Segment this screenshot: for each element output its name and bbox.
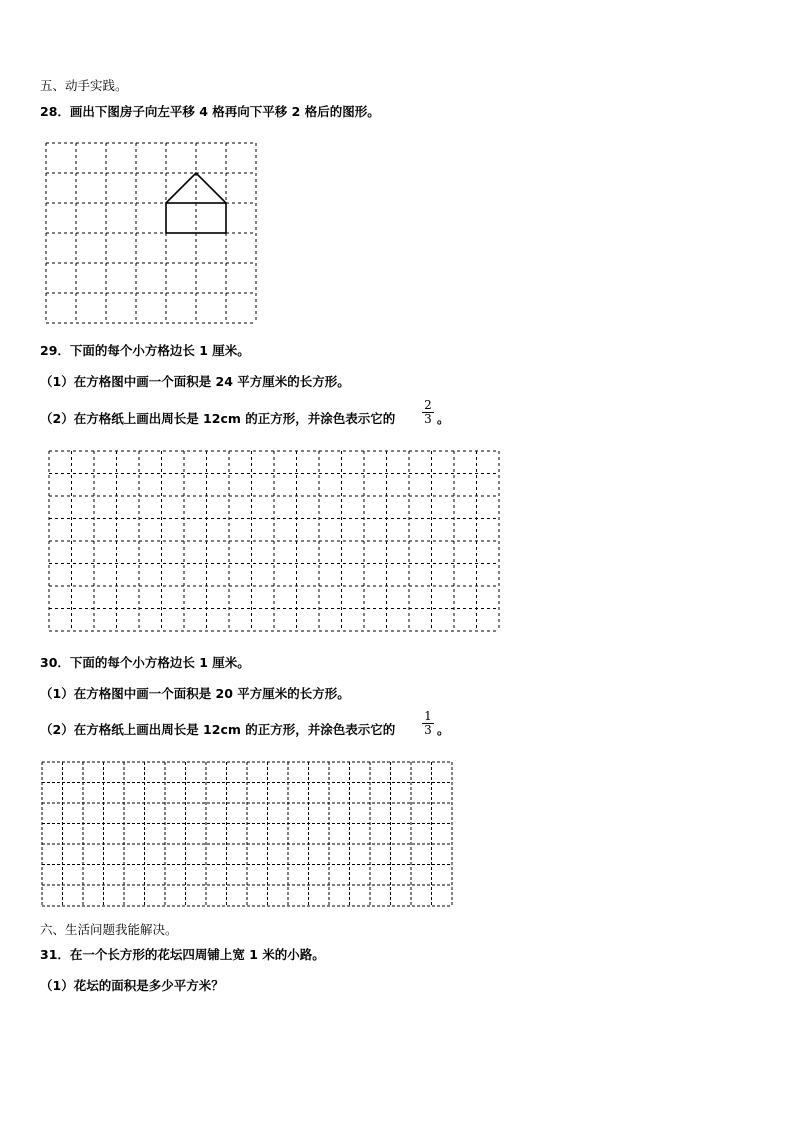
grid-q28 xyxy=(40,138,262,328)
question-30-part1: （1）在方格图中画一个面积是 20 平方厘米的长方形。 xyxy=(40,686,350,701)
grid-q29 xyxy=(46,448,504,636)
fraction-numerator: 1 xyxy=(424,709,432,723)
question-29-title: 29．下面的每个小方格边长 1 厘米。 xyxy=(40,343,250,358)
question-30-part2: （2）在方格纸上画出周长是 12cm 的正方形，并涂色表示它的 xyxy=(40,722,396,737)
question-29-period: 。 xyxy=(437,411,450,426)
grid-q30 xyxy=(38,758,456,910)
question-31-title: 31．在一个长方形的花坛四周铺上宽 1 米的小路。 xyxy=(40,947,325,962)
fraction-two-thirds xyxy=(421,399,435,426)
question-29-part2: （2）在方格纸上画出周长是 12cm 的正方形，并涂色表示它的 xyxy=(40,411,396,426)
question-30-title: 30．下面的每个小方格边长 1 厘米。 xyxy=(40,655,250,670)
fraction-denominator: 3 xyxy=(424,723,432,737)
question-29-part1: （1）在方格图中画一个面积是 24 平方厘米的长方形。 xyxy=(40,374,350,389)
fraction-denominator: 3 xyxy=(424,412,432,426)
question-28-text: 28．画出下图房子向左平移 4 格再向下平移 2 格后的图形。 xyxy=(40,104,380,119)
question-30-period: 。 xyxy=(437,722,450,737)
section-five-title: 五、动手实践。 xyxy=(40,78,128,93)
section-six-title: 六、生活问题我能解决。 xyxy=(40,922,178,937)
fraction-one-third xyxy=(421,710,435,737)
question-31-part1: （1）花坛的面积是多少平方米？ xyxy=(40,978,224,993)
fraction-numerator: 2 xyxy=(424,398,432,412)
